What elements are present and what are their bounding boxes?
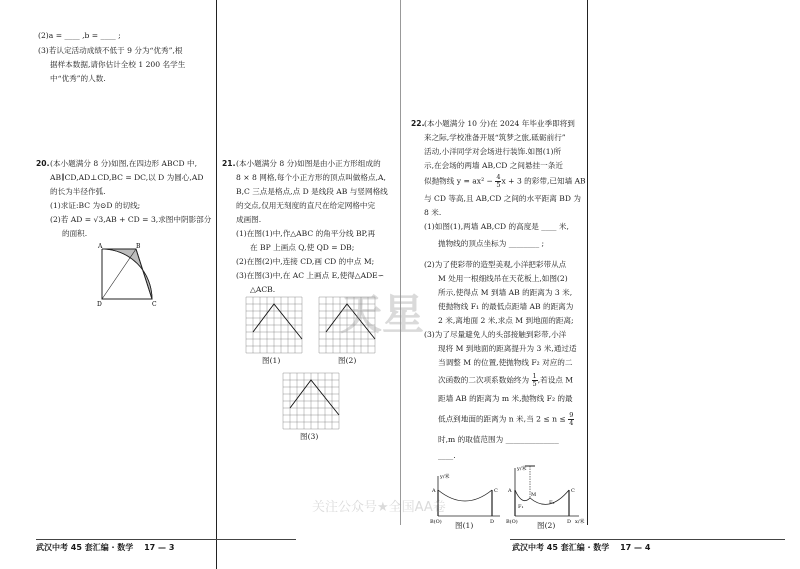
q21-line6: (1)在图(1)中,作△ABC 的角平分线 BP,再 [236, 229, 376, 238]
q22-line5 [424, 174, 586, 189]
q22-line11: M 处用一根细线吊在天花板上,如图(2) [438, 274, 568, 283]
q21-line5: 成画图. [236, 215, 262, 224]
q22-line16: 现将 M 到地面的距离提升为 3 米,通过适 [438, 344, 577, 353]
column-divider-left [216, 0, 217, 569]
q21-grid-figure-1 [246, 297, 302, 353]
footer-rule-right [510, 539, 785, 540]
q22-frac3-den: 4 [569, 419, 574, 427]
q19-line4: 中“优秀”的人数. [50, 74, 106, 83]
q22-line5-prefix: 似抛物线 y = ax² − [424, 176, 496, 186]
q22f1-label-D: D [490, 519, 495, 525]
q22f2-label-A: A [508, 488, 512, 494]
q22-frac-den: 5 [496, 181, 501, 189]
footer-rule-left [36, 539, 296, 540]
q20-line4: (1)求证:BC 为⊙D 的切线; [50, 201, 141, 210]
q20-label-A: A [98, 243, 103, 250]
q22-line10: (2)为了使彩带的造型美观,小洋把彩带从点 [424, 260, 567, 269]
q21-fig3-caption: 图(3) [300, 432, 319, 441]
q21-number: 21. [222, 159, 236, 168]
q22-line22: ____. [438, 451, 456, 460]
page-gutter [400, 0, 401, 525]
q22f2-label-C: C [571, 488, 575, 494]
q21-line9: (3)在图(3)中,在 AC 上画点 E,使得△ADE∽ [236, 271, 385, 280]
q21-line1: (本小题满分 8 分)如图是由小正方形组成的 [236, 159, 381, 168]
q20-label-D: D [97, 301, 102, 308]
q19-line1: (2)a = ____ ,b = ____ ; [38, 31, 121, 40]
footer-left [36, 542, 174, 553]
q22-line6: 与 CD 等高,且 AB,CD 之间的水平距离 BD 为 [424, 194, 581, 203]
q22-line15: (3)为了尽量避免人的头部接触到彩带,小洋 [424, 330, 567, 339]
q22-line12: 所示,使得点 M 到墙 AB 的距离为 3 米, [438, 288, 573, 297]
q21-line10: △ACB. [250, 285, 276, 294]
q22-frac-num: 4 [496, 173, 501, 181]
q22-line7: 8 米. [424, 208, 442, 217]
q21-grid-figure-3 [283, 373, 339, 429]
q21-line7: 在 BP 上画点 Q,使 QD = DB; [250, 243, 355, 252]
triangle-abc [290, 380, 339, 415]
q21-line3: B,C 三点是格点,点 D 是线段 AB 与竖网格线 [236, 187, 388, 196]
footer-left-title: 武汉中考 45 套汇编 · 数学 [36, 543, 134, 552]
q22-line3: 活动,小洋同学对会场进行装饰.如图(1)所 [424, 147, 562, 156]
watermark-follow-text: 关注公众号★全国AA卷 [312, 500, 446, 515]
q22-frac2-num: 1 [532, 372, 537, 380]
q22f2-label-F2: F₂ [549, 500, 555, 506]
q22f2-label-M: M [531, 492, 537, 498]
q19-line3: 据样本数据,请你估计全校 1 200 名学生 [50, 60, 186, 69]
q22-line8: (1)如图(1),两墙 AB,CD 的高度是 ____ 米, [424, 222, 569, 231]
q22f2-label-D: D [567, 519, 572, 525]
triangle-abc [253, 304, 302, 339]
q21-fig2-caption: 图(2) [338, 356, 357, 365]
q22-line18 [438, 373, 573, 388]
q22-line17: 当调整 M 的位置,使抛物线 F₂ 对应的二 [438, 358, 573, 367]
q20-figure [96, 243, 166, 308]
q22f1-label-A: A [432, 488, 436, 494]
q21-fig1-caption: 图(1) [262, 356, 281, 365]
footer-right [512, 542, 650, 553]
q21-line4: 的交点,仅用无刻度的直尺在给定网格中完 [236, 201, 376, 210]
watermark-brand: 天星 [340, 290, 425, 339]
q22-line2: 来之际,学校准备开展“筑梦之旅,砥砺前行” [424, 133, 566, 142]
q22f1-label-BO: B(O) [430, 519, 442, 525]
q20-line5: (2)若 AD = √3,AB + CD = 3,求图中阴影部分 [50, 215, 212, 224]
q20-line3: 的长为半径作弧. [50, 187, 106, 196]
q22-line14: 2 米,离地面 2 米,求点 M 到地面的距离; [438, 316, 574, 325]
q20-label-C: C [152, 301, 157, 308]
q22-line18-suffix: ,若设点 M [537, 375, 574, 385]
q22f1-label-C: C [494, 488, 498, 494]
q22-line9: 抛物线的顶点坐标为 ________ ; [438, 239, 545, 248]
q22f2-x-axis-label: x/米 [575, 519, 585, 525]
q22-line20-prefix: 低点到地面的距离为 n 米,当 2 ≤ n ≤ [438, 414, 569, 424]
q22f1-y-axis-label: y/米 [440, 474, 450, 480]
q20-number: 20. [36, 159, 50, 168]
q22f2-label-BO: B(O) [506, 519, 518, 525]
q22-line13: 使抛物线 F₁ 的最低点距墙 AB 的距离为 [438, 302, 574, 311]
q22-line19: 距墙 AB 的距离为 m 米,抛物线 F₂ 的最 [438, 394, 573, 403]
q22-fig1-caption: 图(1) [455, 521, 474, 530]
q22-line21: 时,m 的取值范围为 ______________ [438, 435, 559, 444]
q22-line20 [438, 412, 574, 427]
footer-right-page: 17 — 4 [620, 543, 651, 552]
q22-number: 22. [411, 119, 425, 128]
q22-line18-prefix: 次函数的二次项系数始终为 [438, 375, 532, 385]
q22-fraction-9-4 [568, 412, 574, 427]
q21-line8: (2)在图(2)中,连接 CD,画 CD 的中点 M; [236, 257, 375, 266]
q22-figure-2 [505, 462, 585, 525]
q22-frac2-den: 5 [532, 380, 537, 388]
column-divider-right [587, 0, 588, 525]
q22-frac3-num: 9 [569, 411, 574, 419]
q19-line2: (3)若认定活动成绩不低于 9 分为“优秀”,根 [38, 46, 183, 55]
footer-right-title: 武汉中考 45 套汇编 · 数学 [512, 543, 610, 552]
q20-line6: 的面积. [62, 229, 88, 238]
q22f2-y-axis-label: y/米 [517, 466, 527, 472]
q20-line1: (本小题满分 8 分)如图,在四边形 ABCD 中, [50, 159, 198, 168]
q22f2-label-F1: F₁ [518, 504, 524, 510]
q22-line5-suffix: x + 3 的彩带,已知墙 AB [501, 176, 586, 186]
q20-label-B: B [136, 243, 141, 250]
footer-left-page: 17 — 3 [144, 543, 175, 552]
q22-fig2-caption: 图(2) [537, 521, 556, 530]
q22-line1: (本小题满分 10 分)在 2024 年毕业季即将到 [424, 119, 575, 128]
q21-line2: 8 × 8 网格,每个小正方形的顶点叫做格点,A, [236, 173, 386, 182]
q22-line4: 示,在会场的两墙 AB,CD 之间悬挂一条近 [424, 161, 563, 170]
q20-line2: AB∥CD,AD⊥CD,BC = DC,以 D 为圆心,AD [50, 173, 204, 182]
